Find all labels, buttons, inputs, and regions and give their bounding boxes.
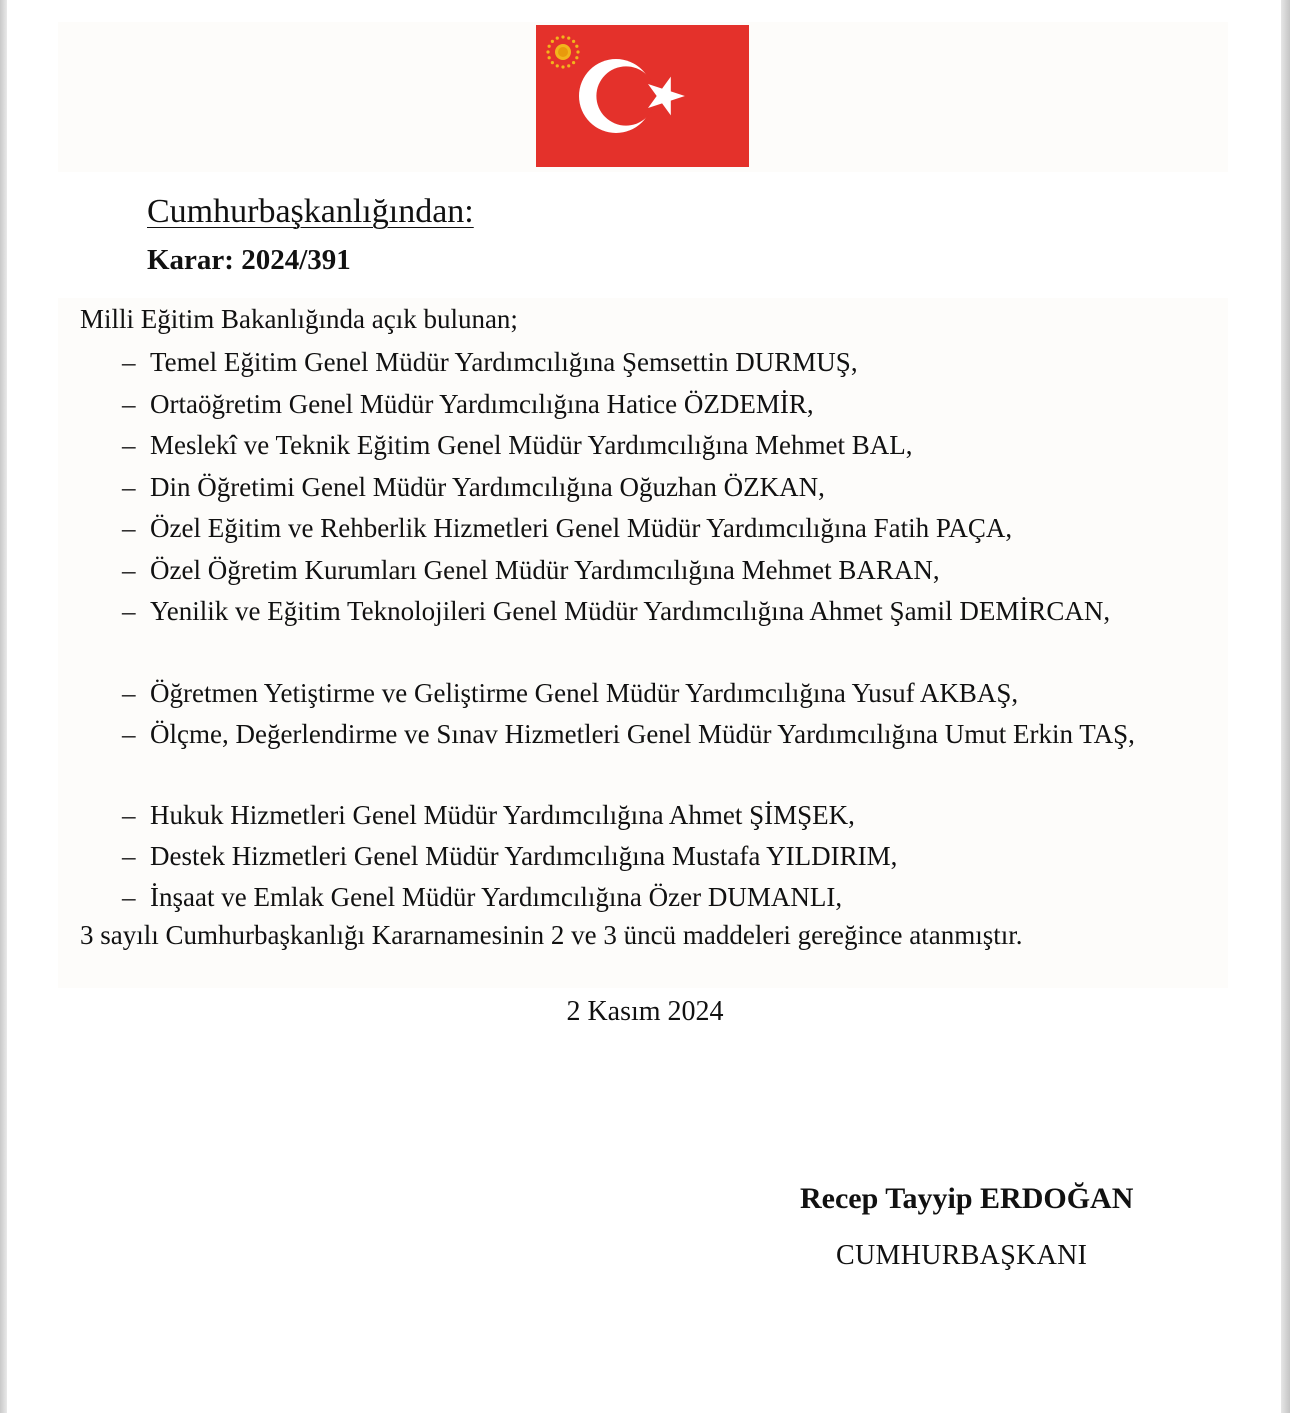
emblem-star-icon bbox=[572, 61, 575, 64]
list-item bbox=[122, 550, 1202, 590]
list-item bbox=[122, 591, 1202, 631]
emblem-star-icon bbox=[561, 65, 564, 68]
decision-number: Karar: 2024/391 bbox=[147, 244, 351, 276]
appointment-text: Din Öğretimi Genel Müdür Yardımcılığına Oğuzhan ÖZKAN, bbox=[150, 472, 825, 502]
appointment-text: Ortaöğretim Genel Müdür Yardımcılığına Hatice ÖZDEMİR, bbox=[150, 389, 814, 419]
emblem-star-icon bbox=[576, 50, 579, 53]
list-dash: – bbox=[122, 882, 136, 912]
appointment-text: Temel Eğitim Genel Müdür Yardımcılığına Şemsettin DURMUŞ, bbox=[150, 347, 858, 377]
presidential-flag-icon bbox=[536, 25, 749, 167]
list-item bbox=[122, 877, 1202, 917]
page-edge-left bbox=[0, 0, 7, 1413]
emblem-star-icon bbox=[551, 61, 554, 64]
appointment-text: Destek Hizmetleri Genel Müdür Yardımcılığına Mustafa YILDIRIM, bbox=[150, 841, 898, 871]
closing-text: 3 sayılı Cumhurbaşkanlığı Kararnamesinin 2 ve 3 üncü maddeleri gereğince atanmıştır. bbox=[80, 920, 1023, 950]
list-dash: – bbox=[122, 347, 136, 377]
appointment-text: Özel Öğretim Kurumları Genel Müdür Yardımcılığına Mehmet BARAN, bbox=[150, 555, 940, 585]
emblem-star-icon bbox=[572, 40, 575, 43]
appointment-text: Hukuk Hizmetleri Genel Müdür Yardımcılığına Ahmet ŞİMŞEK, bbox=[150, 800, 855, 830]
list-item bbox=[122, 714, 1202, 754]
list-item bbox=[122, 836, 1202, 876]
page-title: Cumhurbaşkanlığından: bbox=[147, 193, 474, 230]
list-item bbox=[122, 467, 1202, 507]
emblem-star-icon bbox=[551, 40, 554, 43]
list-item bbox=[122, 508, 1202, 548]
list-dash: – bbox=[122, 800, 136, 830]
list-dash: – bbox=[122, 678, 136, 708]
emblem-star-icon bbox=[556, 37, 559, 40]
emblem-star-icon bbox=[548, 56, 551, 59]
list-item bbox=[122, 795, 1202, 835]
list-item bbox=[122, 342, 1202, 382]
appointment-text: İnşaat ve Emlak Genel Müdür Yardımcılığına Özer DUMANLI, bbox=[150, 882, 843, 912]
intro-text: Milli Eğitim Bakanlığında açık bulunan; bbox=[80, 304, 518, 334]
emblem-star-icon bbox=[561, 35, 564, 38]
list-dash: – bbox=[122, 596, 136, 626]
appointment-text: Yenilik ve Eğitim Teknolojileri Genel Müdür Yardımcılığına Ahmet Şamil DEMİRCAN, bbox=[150, 596, 1111, 626]
signatory-name: Recep Tayyip ERDOĞAN bbox=[800, 1182, 1134, 1215]
list-item bbox=[122, 425, 1202, 465]
list-dash: – bbox=[122, 555, 136, 585]
list-dash: – bbox=[122, 430, 136, 460]
list-dash: – bbox=[122, 719, 136, 749]
decision-date: 2 Kasım 2024 bbox=[566, 996, 724, 1027]
emblem-star-icon bbox=[567, 64, 570, 67]
list-dash: – bbox=[122, 841, 136, 871]
list-item bbox=[122, 673, 1202, 713]
emblem-star-icon bbox=[575, 45, 578, 48]
emblem-star-icon bbox=[548, 45, 551, 48]
list-dash: – bbox=[122, 513, 136, 543]
appointment-text: Meslekî ve Teknik Eğitim Genel Müdür Yardımcılığına Mehmet BAL, bbox=[150, 430, 913, 460]
emblem-star-icon bbox=[556, 64, 559, 67]
list-dash: – bbox=[122, 472, 136, 502]
list-item bbox=[122, 384, 1202, 424]
list-dash: – bbox=[122, 389, 136, 419]
page-edge-right bbox=[1281, 0, 1290, 1413]
emblem-star-icon bbox=[567, 37, 570, 40]
signatory-title: CUMHURBAŞKANI bbox=[836, 1240, 1088, 1271]
emblem-star-icon bbox=[575, 56, 578, 59]
appointment-text: Öğretmen Yetiştirme ve Geliştirme Genel Müdür Yardımcılığına Yusuf AKBAŞ, bbox=[150, 678, 1019, 708]
appointment-text: Özel Eğitim ve Rehberlik Hizmetleri Genel Müdür Yardımcılığına Fatih PAÇA, bbox=[150, 513, 1013, 543]
appointment-text: Ölçme, Değerlendirme ve Sınav Hizmetleri Genel Müdür Yardımcılığına Umut Erkin TAŞ, bbox=[150, 719, 1135, 749]
emblem-star-icon bbox=[546, 50, 549, 53]
